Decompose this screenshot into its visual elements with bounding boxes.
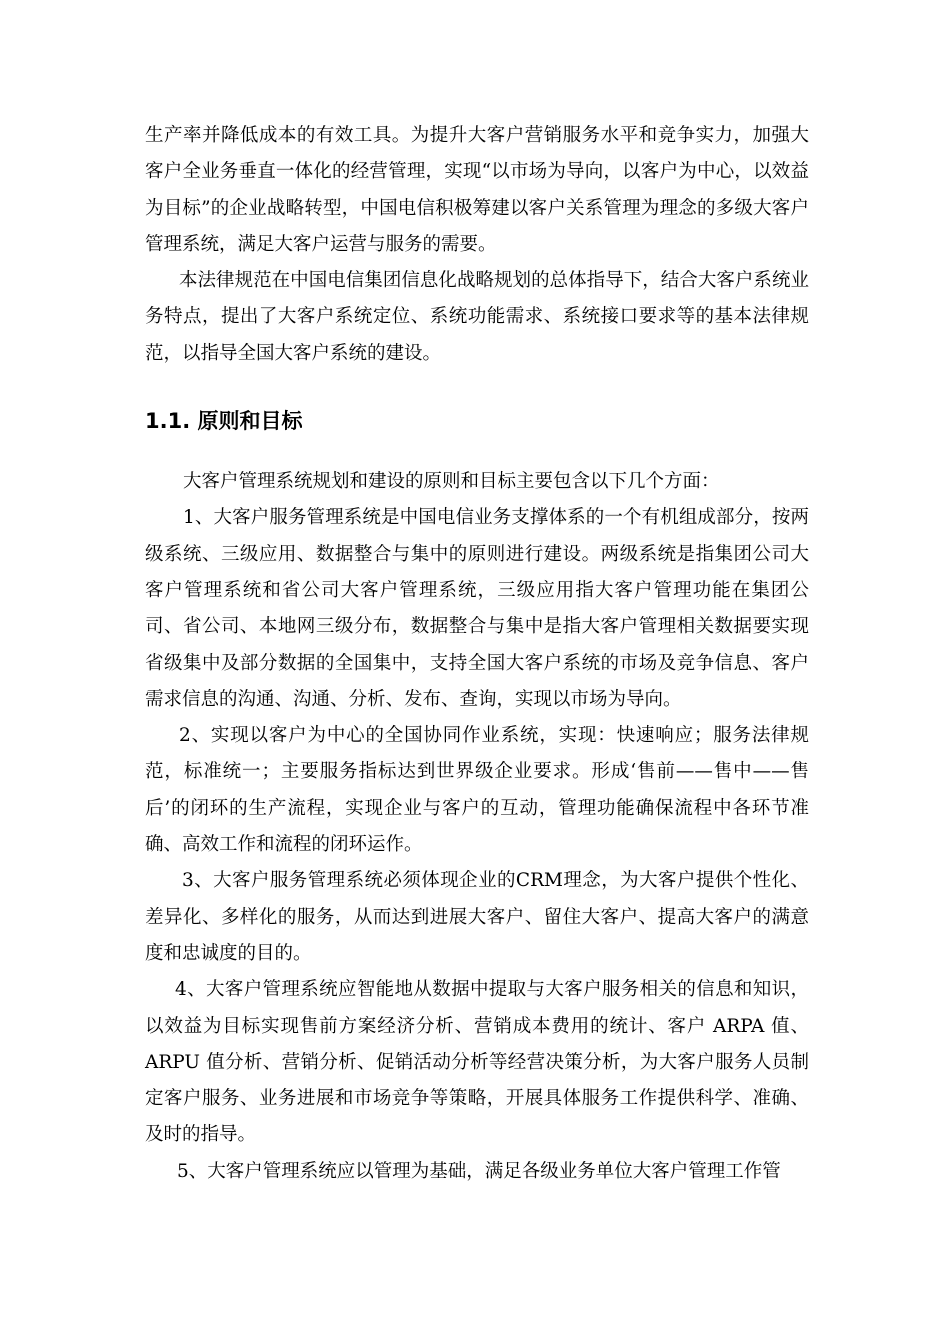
- list-item-4: 4、大客户管理系统应智能地从数据中提取与大客户服务相关的信息和知识，以效益为目标实现售前方案经济分析、营销成本费用的统计、客户 ARPA 值、ARPU 值分析、营销分析、促销活动分析等经营决策分析，为大客户服务人员制定客户服务、业务进展和市场竞争等策略，开展具体服务工作提供科学、准确、及时的指导。: [145, 979, 809, 1146]
- document-body: [145, 118, 809, 1190]
- list-item-5: 5、大客户管理系统应以管理为基础，满足各级业务单位大客户管理工作管: [177, 1160, 781, 1182]
- list-item-1: 1、大客户服务管理系统是中国电信业务支撑体系的一个有机组成部分，按两级系统、三级应用、数据整合与集中的原则进行建设。两级系统是指集团公司大客户管理系统和省公司大客户管理系统，三级应用指大客户管理功能在集团公司、省公司、本地网三级分布，数据整合与集中是指大客户管理相关数据要实现省级集中及部分数据的全国集中，支持全国大客户系统的市场及竞争信息、客户需求信息的沟通、沟通、分析、发布、查询，实现以市场为导向。: [145, 507, 809, 710]
- section-heading: 1.1. 原则和目标: [145, 409, 303, 434]
- list-item-2: 2、实现以客户为中心的全国协同作业系统，实现：快速响应；服务法律规范，标准统一；主要服务指标达到世界级企业要求。形成‘售前——售中——售后’的闭环的生产流程，实现企业与客户的互动，管理功能确保流程中各环节准确、高效工作和流程的闭环运作。: [145, 725, 809, 856]
- list-item-3: 3、大客户服务管理系统必须体现企业的CRM理念，为大客户提供个性化、差异化、多样化的服务，从而达到进展大客户、留住大客户、提高大客户的满意度和忠诚度的目的。: [145, 870, 809, 964]
- paragraph-continuation: 生产率并降低成本的有效工具。为提升大客户营销服务水平和竞争实力，加强大客户全业务垂直一体化的经营管理，实现“以市场为导向，以客户为中心，以效益为目标”的企业战略转型，中国电信积极筹建以客户关系管理为理念的多级大客户管理系统，满足大客户运营与服务的需要。: [145, 125, 809, 255]
- paragraph-scope: 本法律规范在中国电信集团信息化战略规划的总体指导下，结合大客户系统业务特点，提出了大客户系统定位、系统功能需求、系统接口要求等的基本法律规范，以指导全国大客户系统的建设。: [145, 270, 809, 364]
- section-intro: 大客户管理系统规划和建设的原则和目标主要包含以下几个方面：: [183, 471, 720, 493]
